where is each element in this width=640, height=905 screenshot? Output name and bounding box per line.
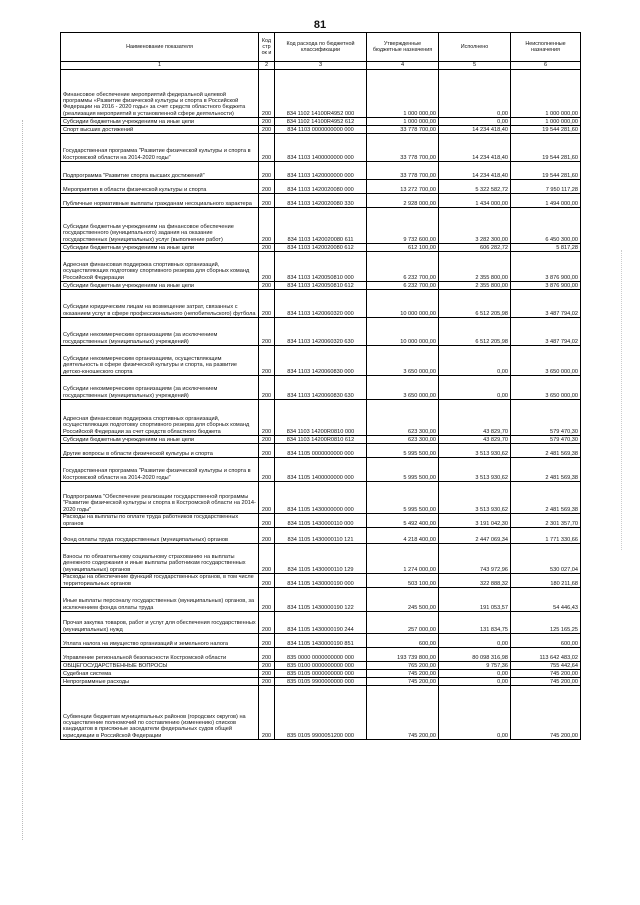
table-row: [61, 436, 581, 444]
row-unexecuted-amount: 1 494 000,00: [511, 194, 581, 208]
row-approved-amount: 2 928 000,00: [367, 194, 439, 208]
row-unexecuted-amount: 1 771 330,66: [511, 528, 581, 544]
row-name: Субсидии бюджетным учреждениям на иные цели: [61, 282, 259, 290]
column-number: 5: [439, 62, 511, 70]
row-kbk-code: 834 1103 1420020080 330: [275, 194, 367, 208]
row-name: Адресная финансовая поддержка спортивных организаций, осуществляющих подготовку спортивного резерва для сборных команд Российской Федерации за счет средств областного бюджета: [61, 400, 259, 436]
row-approved-amount: 5 995 500,00: [367, 482, 439, 514]
row-unexecuted-amount: 3 876 900,00: [511, 252, 581, 282]
row-approved-amount: 5 995 500,00: [367, 458, 439, 482]
row-executed-amount: 0,00: [439, 670, 511, 678]
table-row: [61, 648, 581, 662]
table-row: [61, 126, 581, 134]
row-name: Субвенции бюджетам муниципальных районов (городских округов) на осуществление полномочий по составлению (изменению) списков кандидатов в присяжные заседатели федеральных судов общей юрисдикции в Российской Федерации: [61, 686, 259, 740]
row-code: 200: [259, 282, 275, 290]
row-kbk-code: 834 1103 14200R0810 612: [275, 436, 367, 444]
row-code: 200: [259, 208, 275, 244]
table-row: [61, 162, 581, 180]
table-row: [61, 514, 581, 528]
row-name: Иные выплаты персоналу государственных (муниципальных) органов, за исключением фонда оплаты труда: [61, 588, 259, 612]
row-name: Субсидии некоммерческим организациям, осуществляющим деятельность в сфере физической культуры и спорта, на развитие детско-юношеского спорта: [61, 346, 259, 376]
row-approved-amount: 9 732 600,00: [367, 208, 439, 244]
row-approved-amount: 600,00: [367, 634, 439, 648]
row-name: Управление региональной безопасности Костромской области: [61, 648, 259, 662]
row-unexecuted-amount: 7 950 117,28: [511, 180, 581, 194]
row-approved-amount: 245 500,00: [367, 588, 439, 612]
table-row: [61, 318, 581, 346]
budget-execution-table: [60, 32, 581, 740]
row-executed-amount: 606 282,72: [439, 244, 511, 252]
header-executed: Исполнено: [439, 33, 511, 62]
row-unexecuted-amount: 3 650 000,00: [511, 346, 581, 376]
row-unexecuted-amount: 113 642 483,02: [511, 648, 581, 662]
row-kbk-code: 834 1103 1420020080 612: [275, 244, 367, 252]
row-approved-amount: 623 300,00: [367, 400, 439, 436]
row-kbk-code: 834 1105 0000000000 000: [275, 444, 367, 458]
row-executed-amount: 14 234 418,40: [439, 162, 511, 180]
row-approved-amount: 1 000 000,00: [367, 118, 439, 126]
row-unexecuted-amount: 3 650 000,00: [511, 376, 581, 400]
row-approved-amount: 4 218 400,00: [367, 528, 439, 544]
row-kbk-code: 834 1103 1420060830 000: [275, 346, 367, 376]
row-name: Уплата налога на имущество организаций и земельного налога: [61, 634, 259, 648]
row-executed-amount: 0,00: [439, 634, 511, 648]
row-code: 200: [259, 458, 275, 482]
row-executed-amount: 322 888,32: [439, 574, 511, 588]
row-executed-amount: 9 757,36: [439, 662, 511, 670]
row-code: 200: [259, 634, 275, 648]
row-approved-amount: 3 650 000,00: [367, 346, 439, 376]
row-executed-amount: 6 512 205,98: [439, 318, 511, 346]
row-approved-amount: 5 995 500,00: [367, 444, 439, 458]
row-executed-amount: 3 513 930,62: [439, 482, 511, 514]
row-executed-amount: 191 053,57: [439, 588, 511, 612]
row-code: 200: [259, 574, 275, 588]
header-approved: Утвержденные бюджетные назначения: [367, 33, 439, 62]
row-executed-amount: 743 972,96: [439, 544, 511, 574]
row-executed-amount: 0,00: [439, 678, 511, 686]
row-kbk-code: 834 1105 1430000190 244: [275, 612, 367, 634]
row-code: 200: [259, 126, 275, 134]
row-code: 200: [259, 180, 275, 194]
row-approved-amount: 612 100,00: [367, 244, 439, 252]
row-unexecuted-amount: 3 487 794,02: [511, 290, 581, 318]
column-number: 3: [275, 62, 367, 70]
row-approved-amount: 10 000 000,00: [367, 318, 439, 346]
row-code: 200: [259, 118, 275, 126]
row-code: 200: [259, 376, 275, 400]
row-code: 200: [259, 588, 275, 612]
row-approved-amount: 13 272 700,00: [367, 180, 439, 194]
row-executed-amount: 0,00: [439, 118, 511, 126]
row-approved-amount: 623 300,00: [367, 436, 439, 444]
row-code: 200: [259, 194, 275, 208]
row-unexecuted-amount: 2 481 569,38: [511, 482, 581, 514]
row-approved-amount: 1 274 000,00: [367, 544, 439, 574]
row-name: Расходы на выплаты по оплате труда работников государственных органов: [61, 514, 259, 528]
row-unexecuted-amount: 2 481 569,38: [511, 458, 581, 482]
row-code: 200: [259, 444, 275, 458]
row-name: Субсидии бюджетным учреждениям на иные цели: [61, 244, 259, 252]
row-approved-amount: 193 739 800,00: [367, 648, 439, 662]
row-name: Субсидии бюджетным учреждениям на иные цели: [61, 436, 259, 444]
row-kbk-code: 834 1103 1420000000 000: [275, 162, 367, 180]
row-executed-amount: 2 447 069,34: [439, 528, 511, 544]
row-code: 200: [259, 686, 275, 740]
row-kbk-code: 835 0105 0000000000 000: [275, 670, 367, 678]
table-row: [61, 194, 581, 208]
row-name: Субсидии некоммерческим организациям (за исключением государственных (муниципальных) учреждений): [61, 376, 259, 400]
row-executed-amount: 3 513 930,62: [439, 458, 511, 482]
row-unexecuted-amount: 600,00: [511, 634, 581, 648]
row-executed-amount: 6 512 205,98: [439, 290, 511, 318]
row-code: 200: [259, 162, 275, 180]
table-row: [61, 244, 581, 252]
row-code: 200: [259, 70, 275, 118]
table-row: [61, 670, 581, 678]
row-kbk-code: 834 1103 1420050810 000: [275, 252, 367, 282]
row-name: Фонд оплаты труда государственных (муниципальных) органов: [61, 528, 259, 544]
row-name: Субсидии бюджетным учреждениям на финансовое обеспечение государственного (муниципального) задания на оказание государственных (муниципальных) услуг (выполнение работ): [61, 208, 259, 244]
row-approved-amount: 5 492 400,00: [367, 514, 439, 528]
row-code: 200: [259, 662, 275, 670]
table-row: [61, 458, 581, 482]
row-kbk-code: 835 0100 0000000000 000: [275, 662, 367, 670]
row-name: Взносы по обязательному социальному страхованию на выплаты денежного содержания и иные выплаты работникам государственных (муниципальных) органов: [61, 544, 259, 574]
row-approved-amount: 765 200,00: [367, 662, 439, 670]
row-name: Непрограммные расходы: [61, 678, 259, 686]
row-code: 200: [259, 612, 275, 634]
row-code: 200: [259, 134, 275, 162]
row-code: 200: [259, 318, 275, 346]
row-unexecuted-amount: 579 470,30: [511, 400, 581, 436]
row-name: Прочая закупка товаров, работ и услуг для обеспечения государственных (муниципальных) нужд: [61, 612, 259, 634]
row-kbk-code: 834 1105 1430000190 000: [275, 574, 367, 588]
row-name: Адресная финансовая поддержка спортивных организаций, осуществляющих подготовку спортивного резерва для сборных команд Российской Федерации: [61, 252, 259, 282]
table-row: [61, 252, 581, 282]
row-approved-amount: 33 778 700,00: [367, 126, 439, 134]
row-executed-amount: 2 355 800,00: [439, 282, 511, 290]
row-unexecuted-amount: 125 165,25: [511, 612, 581, 634]
row-kbk-code: 834 1103 1400000000 000: [275, 134, 367, 162]
row-code: 200: [259, 482, 275, 514]
row-unexecuted-amount: 745 200,00: [511, 670, 581, 678]
table-row: [61, 444, 581, 458]
table-row: [61, 574, 581, 588]
row-unexecuted-amount: 1 000 000,00: [511, 118, 581, 126]
row-kbk-code: 834 1103 1420020080 000: [275, 180, 367, 194]
row-kbk-code: 834 1105 1430000190 851: [275, 634, 367, 648]
row-unexecuted-amount: 2 301 357,70: [511, 514, 581, 528]
row-unexecuted-amount: 19 544 281,60: [511, 126, 581, 134]
row-code: 200: [259, 290, 275, 318]
table-row: [61, 634, 581, 648]
row-approved-amount: 3 650 000,00: [367, 376, 439, 400]
table-row: [61, 662, 581, 670]
table-row: [61, 544, 581, 574]
row-kbk-code: 834 1105 1430000110 121: [275, 528, 367, 544]
table-row: [61, 686, 581, 740]
row-unexecuted-amount: 745 200,00: [511, 678, 581, 686]
row-unexecuted-amount: 180 211,68: [511, 574, 581, 588]
row-approved-amount: 257 000,00: [367, 612, 439, 634]
row-executed-amount: 80 098 316,98: [439, 648, 511, 662]
row-code: 200: [259, 678, 275, 686]
row-kbk-code: 835 0105 9900051200 000: [275, 686, 367, 740]
row-kbk-code: 834 1105 1430000110 129: [275, 544, 367, 574]
row-code: 200: [259, 346, 275, 376]
row-kbk-code: 834 1102 14100R4952 612: [275, 118, 367, 126]
row-name: Субсидии бюджетным учреждениям на иные цели: [61, 118, 259, 126]
row-code: 200: [259, 528, 275, 544]
row-unexecuted-amount: 1 000 000,00: [511, 70, 581, 118]
row-unexecuted-amount: 755 442,64: [511, 662, 581, 670]
table-row: [61, 290, 581, 318]
row-executed-amount: 0,00: [439, 70, 511, 118]
row-kbk-code: 834 1103 1420060830 630: [275, 376, 367, 400]
row-unexecuted-amount: 579 470,30: [511, 436, 581, 444]
header-code: Код строк и: [259, 33, 275, 62]
row-kbk-code: 834 1103 1420050810 612: [275, 282, 367, 290]
row-executed-amount: 131 834,75: [439, 612, 511, 634]
row-unexecuted-amount: 19 544 281,60: [511, 162, 581, 180]
row-name: Субсидии юридическим лицам на возмещение затрат, связанных с оказанием услуг в сфере профессионального (непобительского) футбола: [61, 290, 259, 318]
column-number: 2: [259, 62, 275, 70]
row-code: 200: [259, 400, 275, 436]
row-kbk-code: 834 1105 1430000190 122: [275, 588, 367, 612]
scan-margin-right: [611, 250, 622, 550]
row-kbk-code: 835 0105 9900000000 000: [275, 678, 367, 686]
header-name: Наименование показателя: [61, 33, 259, 62]
table-row: [61, 588, 581, 612]
row-kbk-code: 834 1105 1430000000 000: [275, 482, 367, 514]
row-code: 200: [259, 436, 275, 444]
row-approved-amount: 6 232 700,00: [367, 252, 439, 282]
row-approved-amount: 33 778 700,00: [367, 162, 439, 180]
row-unexecuted-amount: 745 200,00: [511, 686, 581, 740]
row-name: Судебная система: [61, 670, 259, 678]
row-executed-amount: 5 322 582,72: [439, 180, 511, 194]
row-name: Субсидии некоммерческим организациям (за исключением государственных (муниципальных) учреждений): [61, 318, 259, 346]
row-approved-amount: 10 000 000,00: [367, 290, 439, 318]
row-executed-amount: 43 829,70: [439, 400, 511, 436]
row-approved-amount: 745 200,00: [367, 686, 439, 740]
row-executed-amount: 14 234 418,40: [439, 134, 511, 162]
row-executed-amount: 0,00: [439, 346, 511, 376]
row-kbk-code: 835 0000 0000000000 000: [275, 648, 367, 662]
table-row: [61, 400, 581, 436]
row-code: 200: [259, 544, 275, 574]
row-approved-amount: 33 778 700,00: [367, 134, 439, 162]
row-unexecuted-amount: 5 817,28: [511, 244, 581, 252]
row-unexecuted-amount: 3 487 794,02: [511, 318, 581, 346]
row-executed-amount: 2 355 800,00: [439, 252, 511, 282]
row-unexecuted-amount: 530 027,04: [511, 544, 581, 574]
row-name: Финансовое обеспечение мероприятий федеральной целевой программы «Развитие физической культуры и спорта в Российской Федерации на 2016 - 2020 годы» за счет средств областного бюджета (реализация мероприятий в установленной сфере деятельности): [61, 70, 259, 118]
column-number-row: [61, 62, 581, 70]
row-approved-amount: 6 232 700,00: [367, 282, 439, 290]
row-name: Публичные нормативные выплаты гражданам несоциального характера: [61, 194, 259, 208]
row-name: Государственная программа "Развитие физической культуры и спорта в Костромской области на 2014-2020 годы": [61, 134, 259, 162]
row-kbk-code: 834 1103 1420060320 630: [275, 318, 367, 346]
row-unexecuted-amount: 2 481 569,38: [511, 444, 581, 458]
table-row: [61, 180, 581, 194]
row-code: 200: [259, 648, 275, 662]
row-unexecuted-amount: 6 450 300,00: [511, 208, 581, 244]
row-kbk-code: 834 1103 14200R0810 000: [275, 400, 367, 436]
table-row: [61, 678, 581, 686]
row-name: Государственная программа "Развитие физической культуры и спорта в Костромской области на 2014-2020 годы": [61, 458, 259, 482]
row-name: Подпрограмма "Развитие спорта высших достижений": [61, 162, 259, 180]
row-executed-amount: 43 829,70: [439, 436, 511, 444]
table-row: [61, 612, 581, 634]
column-number: 4: [367, 62, 439, 70]
row-name: Расходы на обеспечение функций государственных органов, в том числе территориальных органов: [61, 574, 259, 588]
table-row: [61, 70, 581, 118]
table-header-row: [61, 33, 581, 62]
table-row: [61, 346, 581, 376]
row-unexecuted-amount: 3 876 900,00: [511, 282, 581, 290]
row-code: 200: [259, 244, 275, 252]
scan-margin-left: [22, 120, 37, 840]
row-unexecuted-amount: 54 446,43: [511, 588, 581, 612]
row-kbk-code: 834 1103 1420020080 611: [275, 208, 367, 244]
table-row: [61, 528, 581, 544]
table-row: [61, 118, 581, 126]
row-code: 200: [259, 514, 275, 528]
table-row: [61, 208, 581, 244]
column-number: 6: [511, 62, 581, 70]
row-kbk-code: 834 1103 1420060320 000: [275, 290, 367, 318]
header-kbk: Код расхода по бюджетной классификации: [275, 33, 367, 62]
row-name: ОБЩЕГОСУДАРСТВЕННЫЕ ВОПРОСЫ: [61, 662, 259, 670]
row-code: 200: [259, 670, 275, 678]
row-approved-amount: 1 000 000,00: [367, 70, 439, 118]
table-row: [61, 282, 581, 290]
row-name: Подпрограмма "Обеспечение реализации государственной программы "Развитие физической культуры и спорта в Костромской области на 2014-2020 годы": [61, 482, 259, 514]
row-executed-amount: 3 282 300,00: [439, 208, 511, 244]
row-executed-amount: 1 434 000,00: [439, 194, 511, 208]
row-executed-amount: 3 191 042,30: [439, 514, 511, 528]
row-approved-amount: 745 200,00: [367, 670, 439, 678]
row-kbk-code: 834 1103 0000000000 000: [275, 126, 367, 134]
row-executed-amount: 3 513 930,62: [439, 444, 511, 458]
row-approved-amount: 503 100,00: [367, 574, 439, 588]
row-executed-amount: 0,00: [439, 376, 511, 400]
row-kbk-code: 834 1105 1400000000 000: [275, 458, 367, 482]
row-name: Другие вопросы в области физической культуры и спорта: [61, 444, 259, 458]
row-executed-amount: 14 234 418,40: [439, 126, 511, 134]
row-kbk-code: 834 1102 14100R4952 000: [275, 70, 367, 118]
table-row: [61, 134, 581, 162]
row-kbk-code: 834 1105 1430000110 000: [275, 514, 367, 528]
row-executed-amount: 0,00: [439, 686, 511, 740]
header-unexecuted: Неисполненные назначения: [511, 33, 581, 62]
row-approved-amount: 745 200,00: [367, 678, 439, 686]
row-code: 200: [259, 252, 275, 282]
row-unexecuted-amount: 19 544 281,60: [511, 134, 581, 162]
page-number: 81: [313, 19, 327, 31]
row-name: Спорт высших достижений: [61, 126, 259, 134]
row-name: Мероприятия в области физической культуры и спорта: [61, 180, 259, 194]
table-row: [61, 376, 581, 400]
column-number: 1: [61, 62, 259, 70]
table-row: [61, 482, 581, 514]
